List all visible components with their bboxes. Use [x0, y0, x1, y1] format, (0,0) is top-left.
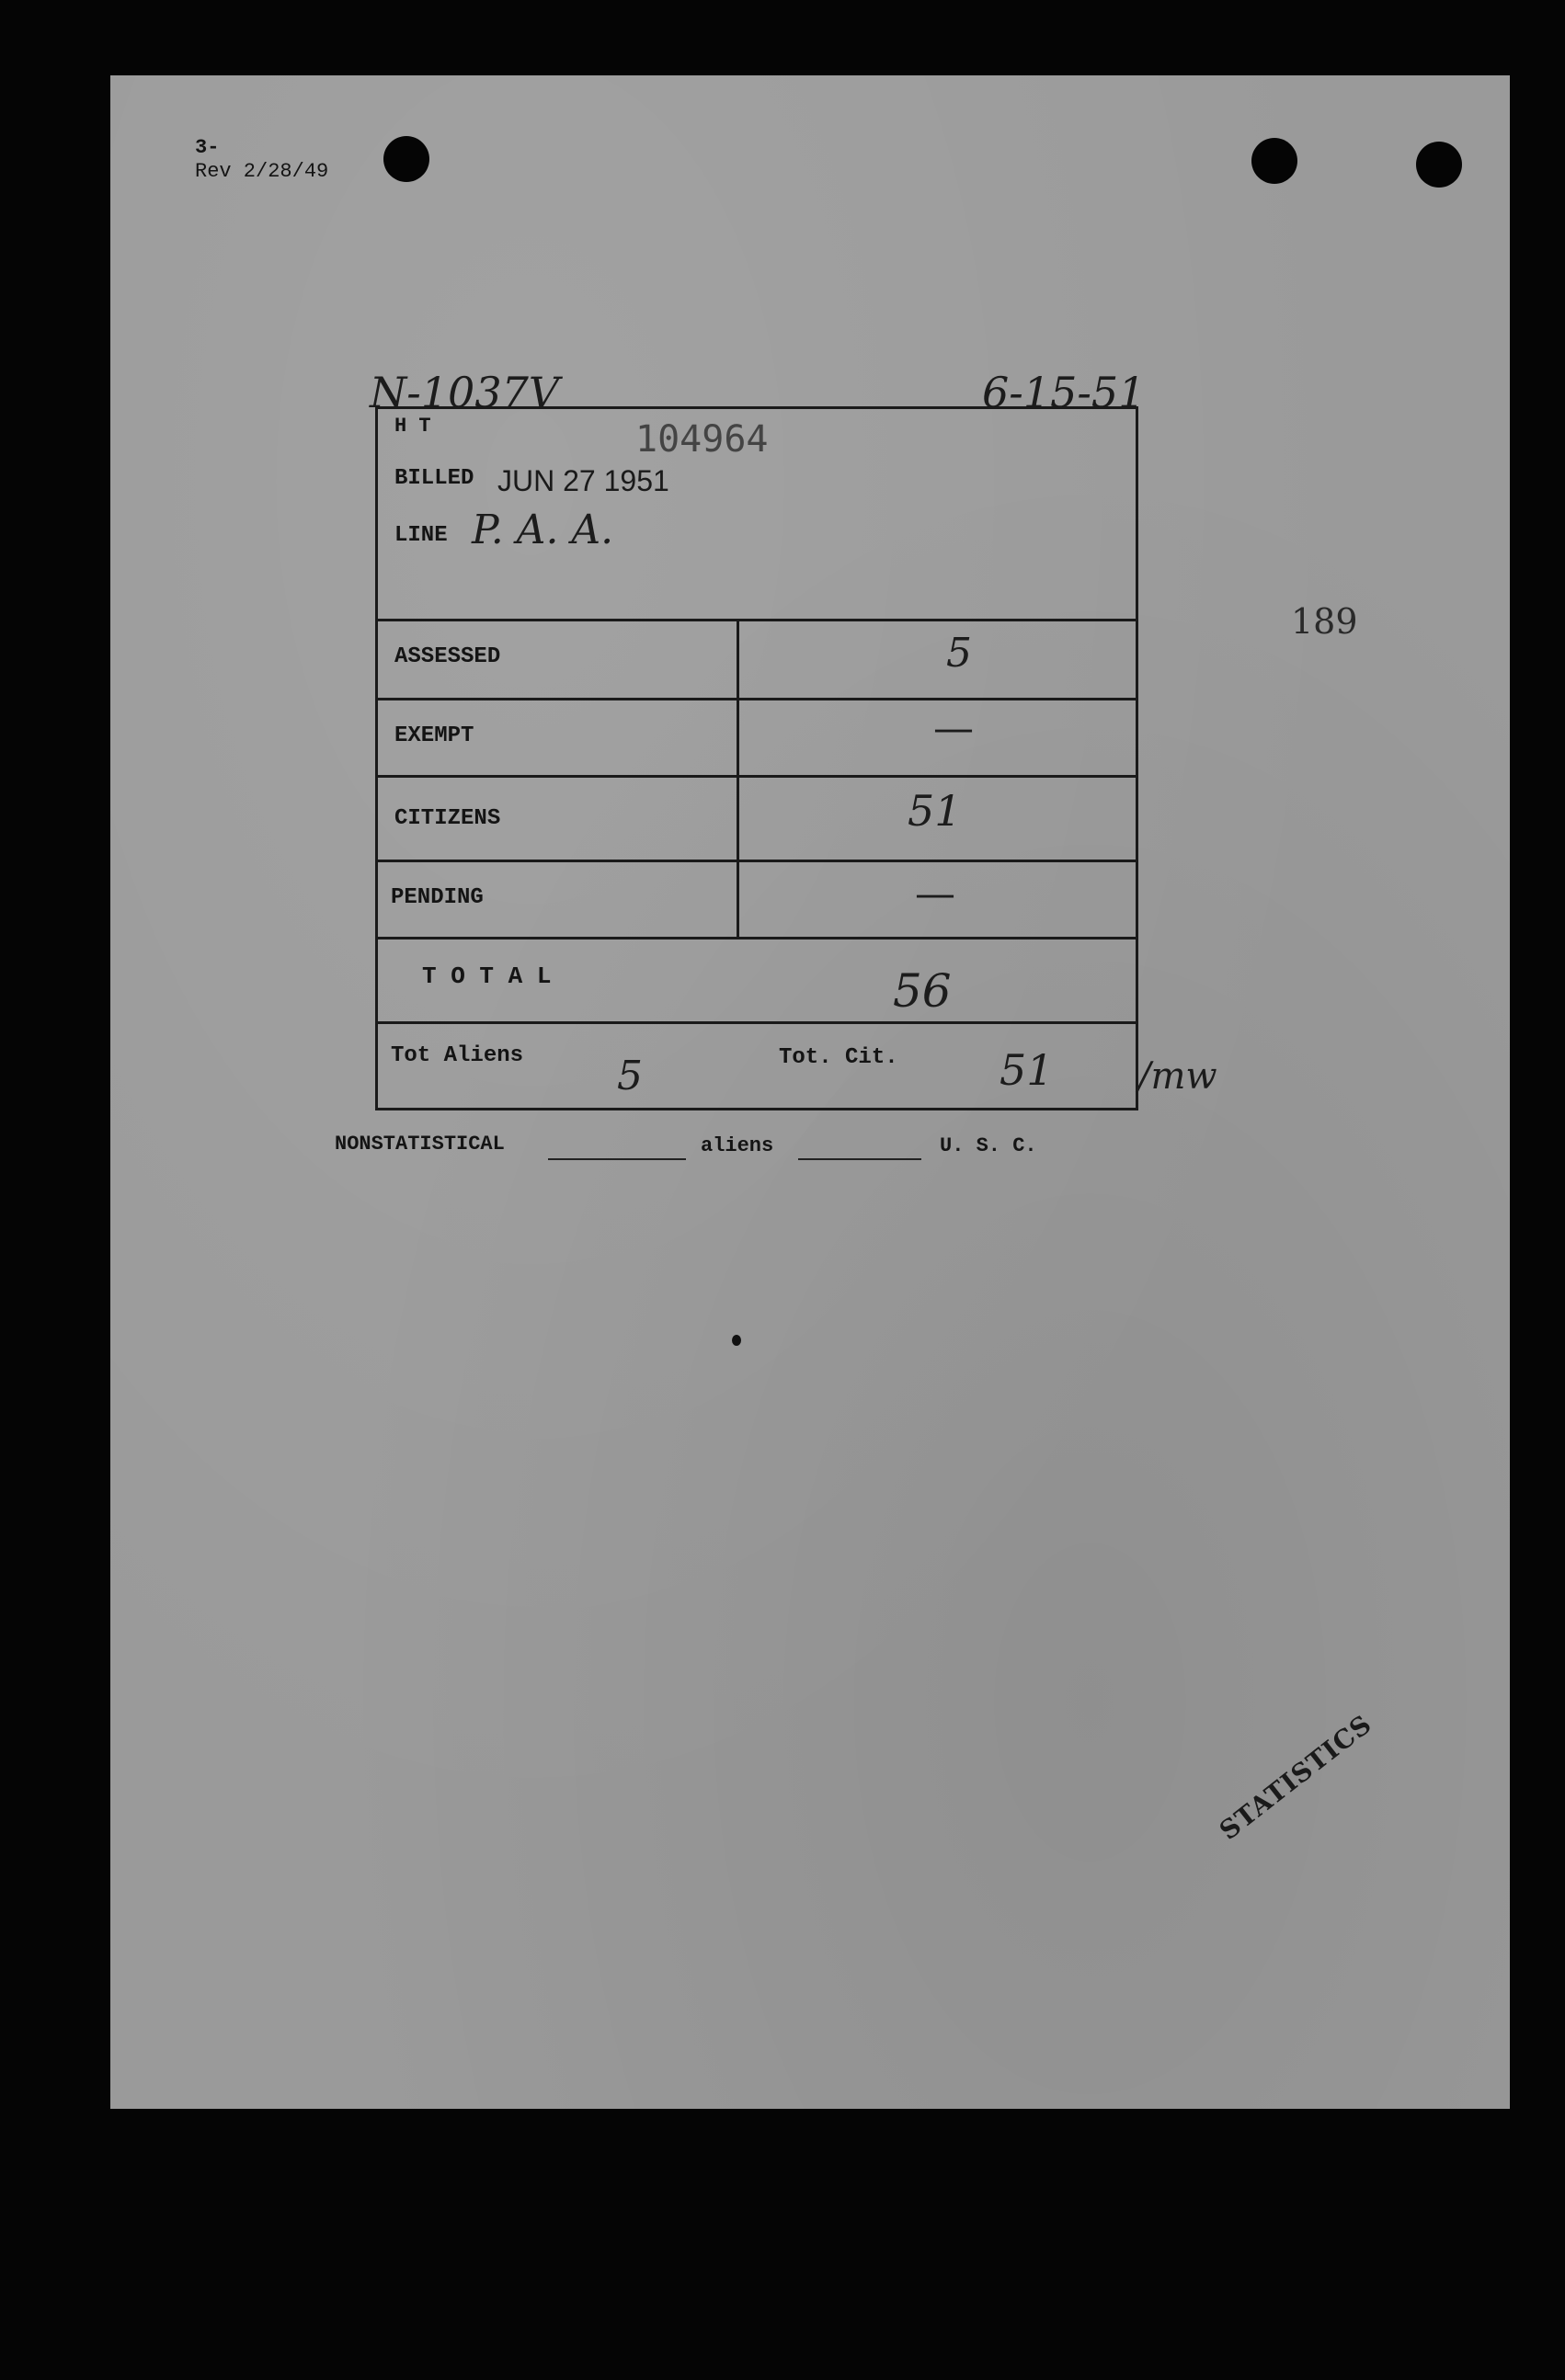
billed-date: JUN 27 1951 — [497, 464, 669, 497]
row-label-exempt: EXEMPT — [394, 723, 474, 748]
total-label: T O T A L — [422, 962, 552, 990]
nonstatistical-label: NONSTATISTICAL — [335, 1133, 505, 1156]
punch-hole-left — [383, 136, 429, 182]
row-label-assessed: ASSESSED — [394, 644, 501, 669]
flight-number: N-1037V — [370, 368, 560, 417]
initials: /mw — [1138, 1055, 1217, 1098]
row-label-citizens: CITIZENS — [394, 806, 501, 831]
aliens-blank — [798, 1158, 921, 1160]
billed-label: BILLED — [394, 466, 474, 491]
punch-hole-right-2 — [1416, 142, 1462, 188]
statistics-stamp: STATISTICS — [1214, 1708, 1378, 1847]
divider — [378, 775, 1136, 778]
tot-cit-value: 51 — [1000, 1045, 1054, 1095]
row-value-exempt: — — [933, 705, 974, 752]
divider — [378, 860, 1136, 862]
divider — [378, 937, 1136, 939]
row-value-pending: — — [915, 871, 955, 917]
punch-hole-right-1 — [1251, 138, 1297, 184]
row-value-assessed: 5 — [946, 630, 972, 677]
id-stamp: 104964 — [635, 418, 769, 461]
tot-aliens-value: 5 — [617, 1053, 643, 1099]
total-value: 56 — [893, 964, 952, 1018]
row-label-pending: PENDING — [391, 885, 484, 910]
divider — [378, 619, 1136, 621]
nonstatistical-blank — [548, 1158, 686, 1160]
page-number: 189 — [1291, 601, 1358, 642]
row-value-citizens: 51 — [908, 786, 962, 836]
form-number: 3- — [195, 136, 220, 159]
column-divider — [737, 619, 739, 937]
ink-dot — [732, 1335, 741, 1346]
line-value: P. A. A. — [472, 507, 614, 553]
nonstat-aliens-label: aliens — [701, 1134, 774, 1157]
document-page — [110, 75, 1510, 2109]
divider — [378, 698, 1136, 700]
handwritten-date: 6-15-51 — [982, 368, 1146, 417]
form-revision: Rev 2/28/49 — [195, 160, 329, 183]
statistics-table — [375, 406, 1138, 1110]
usc-label: U. S. C. — [940, 1134, 1037, 1157]
ht-label: H T — [394, 415, 431, 438]
tot-cit-label: Tot. Cit. — [779, 1045, 898, 1070]
tot-aliens-label: Tot Aliens — [391, 1043, 524, 1068]
divider — [378, 1021, 1136, 1024]
line-label: LINE — [394, 523, 448, 548]
